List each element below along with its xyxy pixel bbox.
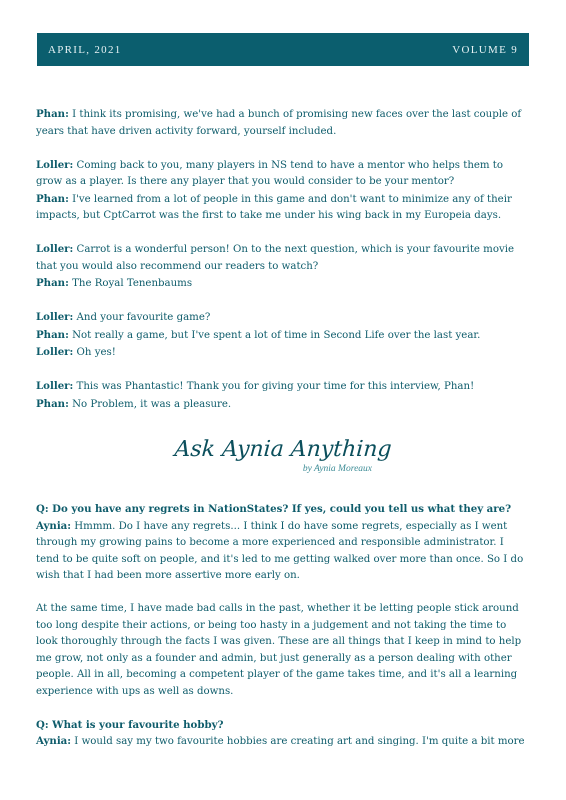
dialogue-line xyxy=(36,241,530,275)
section-byline: by Aynia Moreaux xyxy=(302,464,372,474)
interview-paragraph xyxy=(36,309,530,362)
dialogue-line xyxy=(36,157,530,191)
dialogue-text: Carrot is a wonderful person! On to the next question, which is your favourite movie that you would also recommend our readers to watch? xyxy=(36,244,515,272)
speaker-name: Phan: xyxy=(36,277,69,289)
dialogue-text: The Royal Tenenbaums xyxy=(68,278,193,289)
section-title: Ask Aynia Anything xyxy=(173,437,393,462)
speaker-name: Loller: xyxy=(36,311,74,323)
interview-paragraph xyxy=(36,106,530,140)
speaker-name: Loller: xyxy=(36,380,74,392)
dialogue-line xyxy=(36,378,530,396)
answer-text xyxy=(36,733,530,751)
interview-paragraph xyxy=(36,157,530,225)
dialogue-line xyxy=(36,344,530,362)
dialogue-text: Oh yes! xyxy=(73,347,116,358)
qa-block xyxy=(36,501,530,585)
interview-paragraph xyxy=(36,378,530,413)
page-header xyxy=(37,33,529,66)
dialogue-line xyxy=(36,275,530,293)
issue-volume: VOLUME 9 xyxy=(452,43,518,56)
qa-block xyxy=(36,717,530,751)
speaker-name: Loller: xyxy=(36,158,74,171)
dialogue-line xyxy=(36,327,530,345)
dialogue-text: And your favourite game? xyxy=(73,312,211,323)
dialogue-text: Coming back to you, many players in NS tend to have a mentor who helps them to grow as a player. Is there any player that you would consider to be your mentor? xyxy=(36,159,504,187)
article-body xyxy=(36,106,530,767)
dialogue-text: No Problem, it was a pleasure. xyxy=(68,398,232,410)
dialogue-text: Not really a game, but I've spent a lot of time in Second Life over the last year. xyxy=(68,329,481,341)
dialogue-text: I think its promising, we've had a bunch of promising new faces over the last couple of years that have driven activity forward, yourself included. xyxy=(36,109,522,137)
interview-section xyxy=(36,106,530,413)
speaker-name: Loller: xyxy=(36,243,74,255)
speaker-name: Aynia: xyxy=(36,735,72,747)
dialogue-text: This was Phantastic! Thank you for giving your time for this interview, Phan! xyxy=(73,381,475,392)
dialogue-line xyxy=(36,309,530,327)
answer-paragraph: At the same time, I have made bad calls in the past, whether it be letting people stick around too long despite their actions, or being too hasty in a judgement and not taking the time to look thoroughly through the facts I was given. These are all things that I keep in mind to help me grow, not only as a founder and admin, but just generally as a person dealing with other people. All in all, becoming a competent player of the game takes time, and it's all a learning experience with ups as well as downs. xyxy=(36,603,522,697)
speaker-name: Phan: xyxy=(36,192,69,205)
speaker-name: Phan: xyxy=(36,397,69,410)
speaker-name: Phan: xyxy=(36,328,69,341)
dialogue-text: I've learned from a lot of people in this game and don't want to minimize any of their impacts, but CptCarrot was the first to take me under his wing back in my Europeia days. xyxy=(36,193,512,221)
speaker-name: Aynia: xyxy=(36,519,72,532)
question-text: Q: Do you have any regrets in NationStates? If yes, could you tell us what they are? xyxy=(36,503,512,515)
issue-date: APRIL, 2021 xyxy=(48,43,122,56)
dialogue-line xyxy=(36,106,530,140)
interview-paragraph xyxy=(36,241,530,293)
dialogue-line xyxy=(36,191,530,225)
answer-text xyxy=(36,518,530,585)
answer-body: I would say my two favourite hobbies are creating art and singing. I'm quite a bit more xyxy=(71,736,525,747)
speaker-name: Loller: xyxy=(36,346,74,358)
speaker-name: Phan: xyxy=(36,108,69,120)
dialogue-line xyxy=(36,396,530,414)
question-text: Q: What is your favourite hobby? xyxy=(36,718,224,731)
answer-body: Hmmm. Do I have any regrets... I think I do have some regrets, especially as I went through my growing pains to become a more experienced and responsible administrator. I tend to be quite soft on people, and it's led to me getting walked over more than once. So I do wish that I had been more assertive more early on. xyxy=(36,520,524,581)
